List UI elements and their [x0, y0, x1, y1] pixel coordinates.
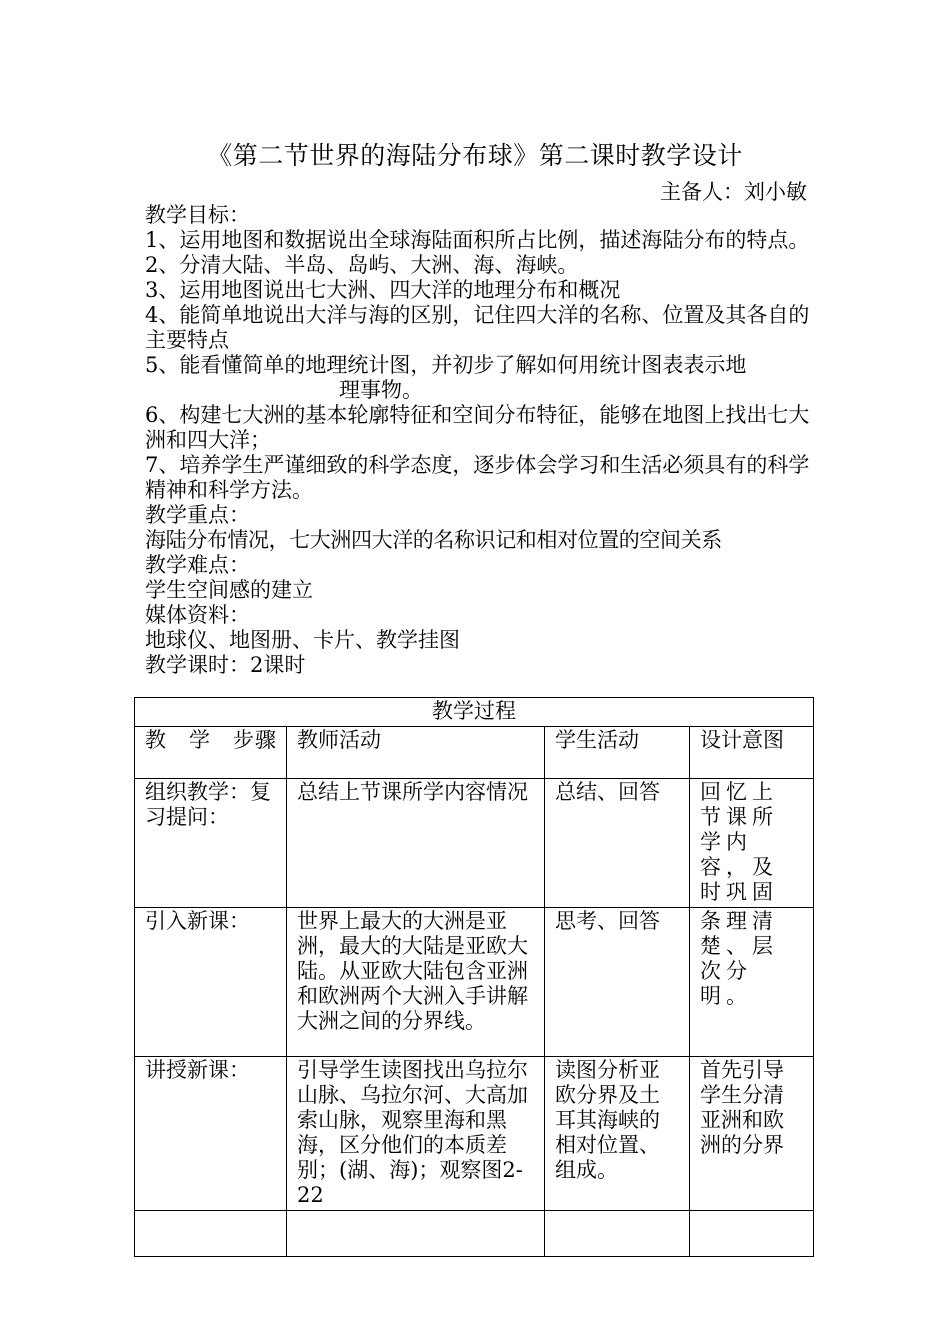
objective-item: 6、构建七大洲的基本轮廓特征和空间分布特征，能够在地图上找出七大洲和四大洋； [145, 403, 810, 452]
table-header-row [135, 727, 814, 779]
cell-teacher: 总结上节课所学内容情况 [287, 779, 545, 908]
table-row [135, 779, 814, 908]
cell-step [135, 1211, 287, 1257]
objective-item: 2、分清大陆、半岛、岛屿、大洲、海、海峡。 [145, 253, 579, 277]
cell-student [545, 1211, 690, 1257]
objective-item: 4、能简单地说出大洋与海的区别，记住四大洋的名称、位置及其各自的主要特点 [145, 303, 810, 352]
cell-step: 引入新课： [135, 908, 287, 1057]
difficulty-text: 学生空间感的建立 [145, 578, 313, 602]
author-line: 主备人：刘小敏 [660, 180, 807, 204]
objectives-heading: 教学目标： [145, 203, 250, 227]
table-row [135, 908, 814, 1057]
table-caption-row [135, 698, 814, 727]
cell-intent [690, 1211, 814, 1257]
objective-item: 3、运用地图说出七大洲、四大洋的地理分布和概况 [145, 278, 621, 302]
media-heading: 媒体资料： [145, 603, 250, 627]
cell-intent: 回忆上节课所学内容，及时巩固 [690, 779, 814, 908]
difficulty-heading: 教学难点： [145, 553, 250, 577]
document-title: 《第二节世界的海陆分布球》第二课时教学设计 [207, 141, 743, 170]
cell-intent: 条理清楚、层次分明。 [690, 908, 814, 1057]
table-caption: 教学过程 [135, 698, 814, 727]
header-step: 教 学 步骤 [135, 727, 287, 779]
cell-teacher [287, 1211, 545, 1257]
cell-teacher: 世界上最大的大洲是亚洲，最大的大陆是亚欧大陆。从亚欧大陆包含亚洲和欧洲两个大洲入手讲解大洲之间的分界线。 [287, 908, 545, 1057]
teaching-process-table [134, 697, 814, 1257]
table-row [135, 1057, 814, 1211]
cell-student: 读图分析亚欧分界及土耳其海峡的相对位置、组成。 [545, 1057, 690, 1211]
cell-step: 组织教学：复习提问： [135, 779, 287, 908]
objective-item: 1、运用地图和数据说出全球海陆面积所占比例，描述海陆分布的特点。 [145, 228, 810, 252]
cell-teacher: 引导学生读图找出乌拉尔山脉、乌拉尔河、大高加索山脉，观察里海和黑海，区分他们的本质差别；(湖、海)；观察图2-22 [287, 1057, 545, 1211]
cell-student: 思考、回答 [545, 908, 690, 1057]
cell-intent: 首先引导学生分清亚洲和欧洲的分界 [690, 1057, 814, 1211]
header-teacher: 教师活动 [287, 727, 545, 779]
objective-item: 7、培养学生严谨细致的科学态度，逐步体会学习和生活必须具有的科学精神和科学方法。 [145, 453, 810, 502]
class-hours: 教学课时：2课时 [145, 653, 306, 677]
cell-step: 讲授新课： [135, 1057, 287, 1211]
objective-item-continuation: 理事物。 [339, 378, 423, 402]
document-body [145, 203, 810, 678]
key-points-heading: 教学重点： [145, 503, 250, 527]
header-student: 学生活动 [545, 727, 690, 779]
table-row [135, 1211, 814, 1257]
objective-item: 5、能看懂简单的地理统计图，并初步了解如何用统计图表表示地 [145, 353, 747, 377]
header-intent: 设计意图 [690, 727, 814, 779]
cell-student: 总结、回答 [545, 779, 690, 908]
media-text: 地球仪、地图册、卡片、教学挂图 [145, 628, 460, 652]
key-points-text: 海陆分布情况，七大洲四大洋的名称识记和相对位置的空间关系 [145, 528, 722, 552]
